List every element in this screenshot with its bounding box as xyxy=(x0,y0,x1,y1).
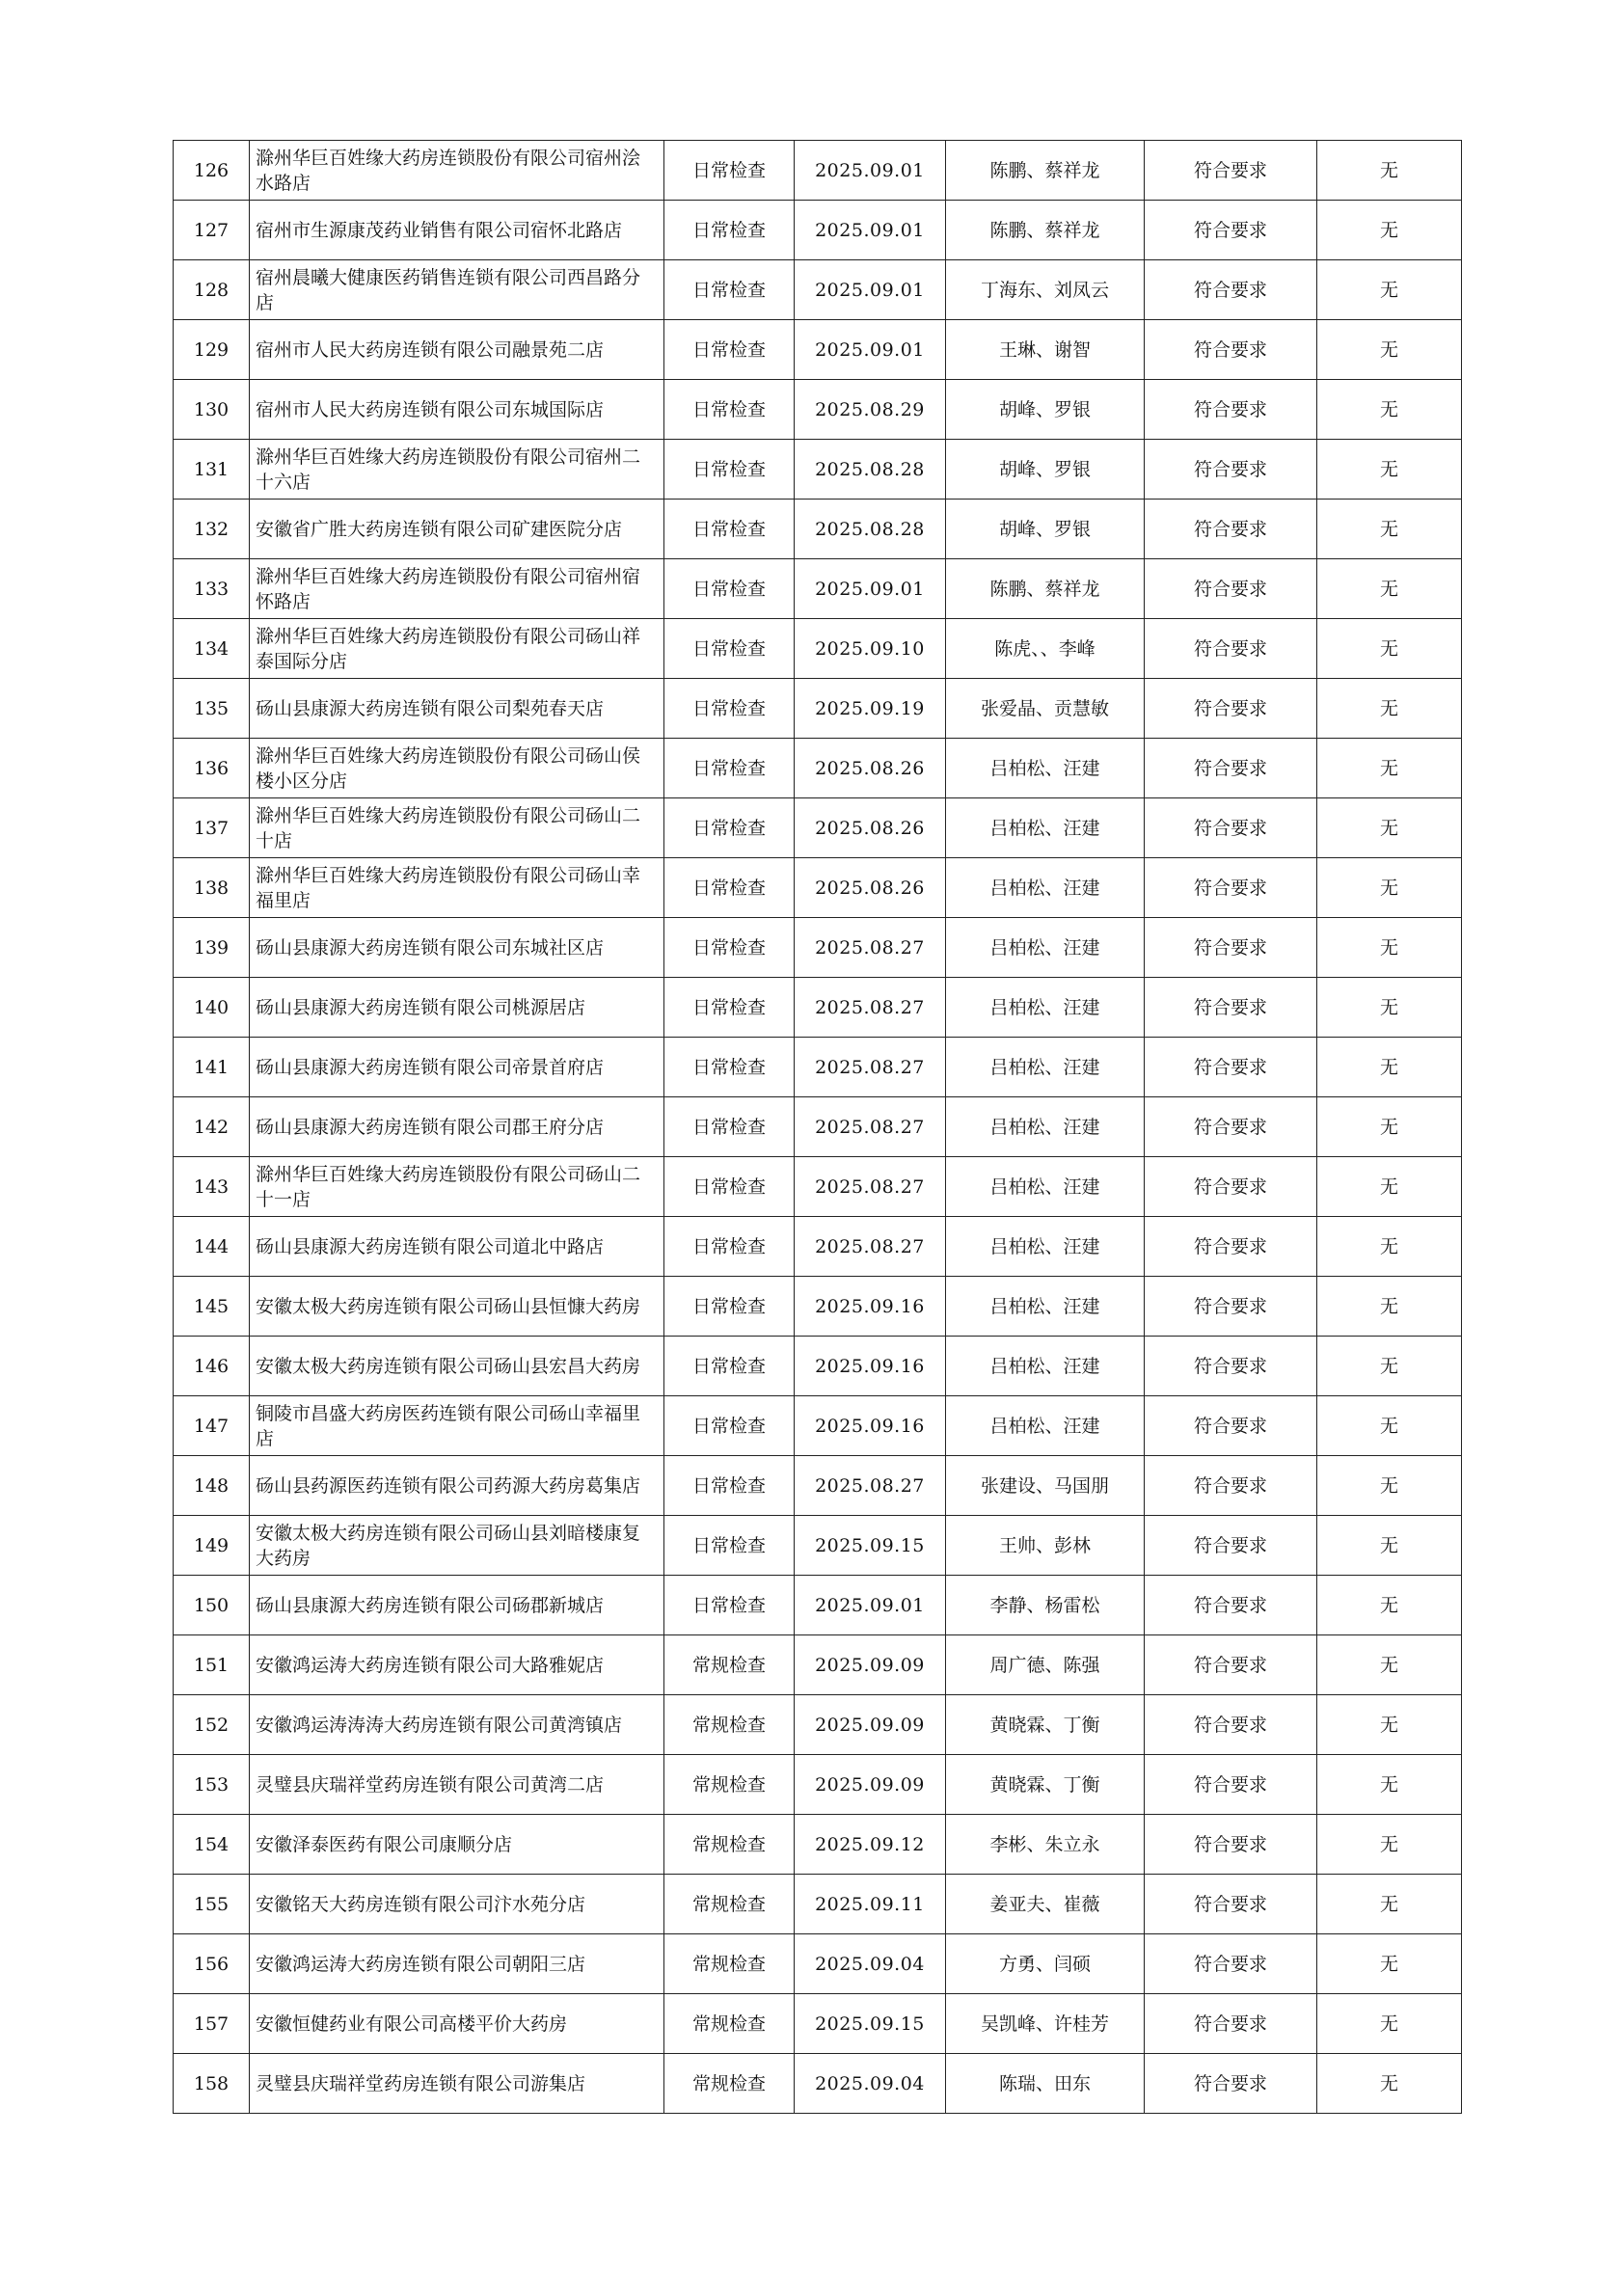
inspection-type-cell: 常规检查 xyxy=(664,1815,795,1875)
row-number-cell: 132 xyxy=(174,500,250,559)
inspection-date-cell: 2025.08.28 xyxy=(795,500,946,559)
result-cell: 符合要求 xyxy=(1145,201,1317,260)
inspection-date-cell: 2025.08.28 xyxy=(795,440,946,500)
table-row xyxy=(174,978,1462,1038)
store-name-cell: 安徽泽泰医药有限公司康顺分店 xyxy=(250,1815,664,1875)
store-name-cell: 砀山县药源医药连锁有限公司药源大药房葛集店 xyxy=(250,1456,664,1516)
inspection-type-cell: 日常检查 xyxy=(664,1277,795,1337)
issues-cell: 无 xyxy=(1317,1337,1462,1396)
store-name-cell: 宿州晨曦大健康医药销售连锁有限公司西昌路分店 xyxy=(250,260,664,320)
inspectors-cell: 陈鹏、蔡祥龙 xyxy=(946,559,1145,619)
store-name-cell: 砀山县康源大药房连锁有限公司帝景首府店 xyxy=(250,1038,664,1097)
store-name-cell: 滁州华巨百姓缘大药房连锁股份有限公司宿州宿怀路店 xyxy=(250,559,664,619)
store-name-cell: 砀山县康源大药房连锁有限公司桃源居店 xyxy=(250,978,664,1038)
result-cell: 符合要求 xyxy=(1145,2054,1317,2114)
inspection-date-cell: 2025.09.04 xyxy=(795,1934,946,1994)
issues-cell: 无 xyxy=(1317,2054,1462,2114)
issues-cell: 无 xyxy=(1317,141,1462,201)
issues-cell: 无 xyxy=(1317,1934,1462,1994)
inspection-date-cell: 2025.08.27 xyxy=(795,1217,946,1277)
store-name-cell: 安徽鸿运涛大药房连锁有限公司朝阳三店 xyxy=(250,1934,664,1994)
issues-cell: 无 xyxy=(1317,679,1462,739)
row-number-cell: 134 xyxy=(174,619,250,679)
table-row xyxy=(174,141,1462,201)
result-cell: 符合要求 xyxy=(1145,380,1317,440)
table-row xyxy=(174,739,1462,798)
inspection-date-cell: 2025.08.27 xyxy=(795,1456,946,1516)
table-row xyxy=(174,500,1462,559)
result-cell: 符合要求 xyxy=(1145,320,1317,380)
store-name-cell: 安徽铭天大药房连锁有限公司汴水苑分店 xyxy=(250,1875,664,1934)
table-row xyxy=(174,380,1462,440)
table-row xyxy=(174,320,1462,380)
inspection-date-cell: 2025.08.27 xyxy=(795,918,946,978)
inspection-date-cell: 2025.09.16 xyxy=(795,1277,946,1337)
inspection-type-cell: 日常检查 xyxy=(664,1456,795,1516)
inspectors-cell: 吕柏松、汪建 xyxy=(946,1157,1145,1217)
result-cell: 符合要求 xyxy=(1145,1516,1317,1576)
store-name-cell: 砀山县康源大药房连锁有限公司郡王府分店 xyxy=(250,1097,664,1157)
inspection-type-cell: 常规检查 xyxy=(664,1635,795,1695)
inspection-date-cell: 2025.08.27 xyxy=(795,978,946,1038)
table-row xyxy=(174,1815,1462,1875)
row-number-cell: 136 xyxy=(174,739,250,798)
table-row xyxy=(174,1217,1462,1277)
issues-cell: 无 xyxy=(1317,559,1462,619)
result-cell: 符合要求 xyxy=(1145,1635,1317,1695)
inspection-date-cell: 2025.08.27 xyxy=(795,1097,946,1157)
inspectors-cell: 陈瑞、田东 xyxy=(946,2054,1145,2114)
inspectors-cell: 吕柏松、汪建 xyxy=(946,858,1145,918)
store-name-cell: 滁州华巨百姓缘大药房连锁股份有限公司砀山幸福里店 xyxy=(250,858,664,918)
row-number-cell: 130 xyxy=(174,380,250,440)
store-name-cell: 滁州华巨百姓缘大药房连锁股份有限公司宿州浍水路店 xyxy=(250,141,664,201)
table-row xyxy=(174,559,1462,619)
issues-cell: 无 xyxy=(1317,978,1462,1038)
result-cell: 符合要求 xyxy=(1145,679,1317,739)
inspection-date-cell: 2025.09.16 xyxy=(795,1337,946,1396)
inspection-date-cell: 2025.09.15 xyxy=(795,1516,946,1576)
row-number-cell: 139 xyxy=(174,918,250,978)
inspectors-cell: 陈鹏、蔡祥龙 xyxy=(946,141,1145,201)
inspection-date-cell: 2025.09.01 xyxy=(795,1576,946,1635)
inspectors-cell: 吕柏松、汪建 xyxy=(946,1337,1145,1396)
result-cell: 符合要求 xyxy=(1145,858,1317,918)
store-name-cell: 宿州市人民大药房连锁有限公司融景苑二店 xyxy=(250,320,664,380)
store-name-cell: 砀山县康源大药房连锁有限公司道北中路店 xyxy=(250,1217,664,1277)
store-name-cell: 滁州华巨百姓缘大药房连锁股份有限公司砀山侯楼小区分店 xyxy=(250,739,664,798)
table-row xyxy=(174,1456,1462,1516)
table-row xyxy=(174,201,1462,260)
issues-cell: 无 xyxy=(1317,1576,1462,1635)
row-number-cell: 157 xyxy=(174,1994,250,2054)
inspection-type-cell: 常规检查 xyxy=(664,2054,795,2114)
result-cell: 符合要求 xyxy=(1145,141,1317,201)
result-cell: 符合要求 xyxy=(1145,1038,1317,1097)
inspectors-cell: 李彬、朱立永 xyxy=(946,1815,1145,1875)
inspection-date-cell: 2025.09.12 xyxy=(795,1815,946,1875)
inspection-type-cell: 常规检查 xyxy=(664,1695,795,1755)
issues-cell: 无 xyxy=(1317,320,1462,380)
result-cell: 符合要求 xyxy=(1145,739,1317,798)
issues-cell: 无 xyxy=(1317,380,1462,440)
inspection-date-cell: 2025.08.27 xyxy=(795,1157,946,1217)
issues-cell: 无 xyxy=(1317,1755,1462,1815)
issues-cell: 无 xyxy=(1317,260,1462,320)
row-number-cell: 127 xyxy=(174,201,250,260)
table-row xyxy=(174,2054,1462,2114)
inspection-date-cell: 2025.08.26 xyxy=(795,739,946,798)
store-name-cell: 铜陵市昌盛大药房医药连锁有限公司砀山幸福里店 xyxy=(250,1396,664,1456)
store-name-cell: 灵璧县庆瑞祥堂药房连锁有限公司黄湾二店 xyxy=(250,1755,664,1815)
inspection-date-cell: 2025.09.09 xyxy=(795,1695,946,1755)
result-cell: 符合要求 xyxy=(1145,1875,1317,1934)
issues-cell: 无 xyxy=(1317,500,1462,559)
table-row xyxy=(174,1934,1462,1994)
table-row xyxy=(174,1097,1462,1157)
inspectors-cell: 王帅、彭林 xyxy=(946,1516,1145,1576)
inspection-type-cell: 日常检查 xyxy=(664,1516,795,1576)
table-row xyxy=(174,619,1462,679)
row-number-cell: 147 xyxy=(174,1396,250,1456)
inspectors-cell: 吕柏松、汪建 xyxy=(946,798,1145,858)
row-number-cell: 158 xyxy=(174,2054,250,2114)
table-row xyxy=(174,1695,1462,1755)
inspection-type-cell: 日常检查 xyxy=(664,619,795,679)
row-number-cell: 143 xyxy=(174,1157,250,1217)
inspection-type-cell: 日常检查 xyxy=(664,440,795,500)
row-number-cell: 138 xyxy=(174,858,250,918)
store-name-cell: 安徽鸿运涛涛涛大药房连锁有限公司黄湾镇店 xyxy=(250,1695,664,1755)
inspectors-cell: 王琳、谢智 xyxy=(946,320,1145,380)
issues-cell: 无 xyxy=(1317,1516,1462,1576)
row-number-cell: 141 xyxy=(174,1038,250,1097)
store-name-cell: 安徽省广胜大药房连锁有限公司矿建医院分店 xyxy=(250,500,664,559)
row-number-cell: 142 xyxy=(174,1097,250,1157)
store-name-cell: 安徽太极大药房连锁有限公司砀山县宏昌大药房 xyxy=(250,1337,664,1396)
inspection-date-cell: 2025.09.01 xyxy=(795,141,946,201)
issues-cell: 无 xyxy=(1317,1097,1462,1157)
row-number-cell: 155 xyxy=(174,1875,250,1934)
inspection-type-cell: 日常检查 xyxy=(664,1576,795,1635)
result-cell: 符合要求 xyxy=(1145,1097,1317,1157)
inspection-type-cell: 日常检查 xyxy=(664,858,795,918)
row-number-cell: 148 xyxy=(174,1456,250,1516)
row-number-cell: 150 xyxy=(174,1576,250,1635)
issues-cell: 无 xyxy=(1317,201,1462,260)
issues-cell: 无 xyxy=(1317,798,1462,858)
store-name-cell: 滁州华巨百姓缘大药房连锁股份有限公司砀山二十一店 xyxy=(250,1157,664,1217)
table-row xyxy=(174,679,1462,739)
result-cell: 符合要求 xyxy=(1145,1815,1317,1875)
row-number-cell: 151 xyxy=(174,1635,250,1695)
inspection-type-cell: 常规检查 xyxy=(664,1994,795,2054)
inspection-type-cell: 日常检查 xyxy=(664,1157,795,1217)
inspection-records-table xyxy=(173,140,1462,2114)
issues-cell: 无 xyxy=(1317,1157,1462,1217)
result-cell: 符合要求 xyxy=(1145,1217,1317,1277)
store-name-cell: 灵璧县庆瑞祥堂药房连锁有限公司游集店 xyxy=(250,2054,664,2114)
result-cell: 符合要求 xyxy=(1145,1157,1317,1217)
row-number-cell: 126 xyxy=(174,141,250,201)
store-name-cell: 砀山县康源大药房连锁有限公司砀郡新城店 xyxy=(250,1576,664,1635)
store-name-cell: 安徽恒健药业有限公司高楼平价大药房 xyxy=(250,1994,664,2054)
inspection-type-cell: 日常检查 xyxy=(664,1337,795,1396)
issues-cell: 无 xyxy=(1317,1875,1462,1934)
result-cell: 符合要求 xyxy=(1145,918,1317,978)
result-cell: 符合要求 xyxy=(1145,1456,1317,1516)
store-name-cell: 安徽太极大药房连锁有限公司砀山县刘暗楼康复大药房 xyxy=(250,1516,664,1576)
inspection-type-cell: 日常检查 xyxy=(664,679,795,739)
table-row xyxy=(174,858,1462,918)
result-cell: 符合要求 xyxy=(1145,440,1317,500)
inspection-date-cell: 2025.09.04 xyxy=(795,2054,946,2114)
table-row xyxy=(174,1516,1462,1576)
issues-cell: 无 xyxy=(1317,1456,1462,1516)
inspectors-cell: 陈虎、、李峰 xyxy=(946,619,1145,679)
inspection-type-cell: 日常检查 xyxy=(664,260,795,320)
issues-cell: 无 xyxy=(1317,858,1462,918)
issues-cell: 无 xyxy=(1317,918,1462,978)
row-number-cell: 135 xyxy=(174,679,250,739)
result-cell: 符合要求 xyxy=(1145,1337,1317,1396)
row-number-cell: 137 xyxy=(174,798,250,858)
inspectors-cell: 吕柏松、汪建 xyxy=(946,1277,1145,1337)
table-row xyxy=(174,440,1462,500)
inspection-type-cell: 日常检查 xyxy=(664,559,795,619)
row-number-cell: 145 xyxy=(174,1277,250,1337)
row-number-cell: 133 xyxy=(174,559,250,619)
table-row xyxy=(174,1337,1462,1396)
issues-cell: 无 xyxy=(1317,1635,1462,1695)
inspection-date-cell: 2025.09.09 xyxy=(795,1755,946,1815)
inspection-date-cell: 2025.09.01 xyxy=(795,201,946,260)
row-number-cell: 154 xyxy=(174,1815,250,1875)
inspection-type-cell: 日常检查 xyxy=(664,141,795,201)
issues-cell: 无 xyxy=(1317,440,1462,500)
table-body xyxy=(174,141,1462,2114)
table-row xyxy=(174,1994,1462,2054)
store-name-cell: 砀山县康源大药房连锁有限公司梨苑春天店 xyxy=(250,679,664,739)
inspection-date-cell: 2025.09.16 xyxy=(795,1396,946,1456)
inspection-type-cell: 日常检查 xyxy=(664,978,795,1038)
inspectors-cell: 丁海东、刘凤云 xyxy=(946,260,1145,320)
store-name-cell: 滁州华巨百姓缘大药房连锁股份有限公司宿州二十六店 xyxy=(250,440,664,500)
inspection-type-cell: 日常检查 xyxy=(664,1217,795,1277)
row-number-cell: 131 xyxy=(174,440,250,500)
table-row xyxy=(174,1157,1462,1217)
table-row xyxy=(174,1875,1462,1934)
result-cell: 符合要求 xyxy=(1145,1576,1317,1635)
inspectors-cell: 吕柏松、汪建 xyxy=(946,739,1145,798)
table-row xyxy=(174,260,1462,320)
result-cell: 符合要求 xyxy=(1145,1277,1317,1337)
inspectors-cell: 吕柏松、汪建 xyxy=(946,1217,1145,1277)
row-number-cell: 152 xyxy=(174,1695,250,1755)
row-number-cell: 128 xyxy=(174,260,250,320)
table-row xyxy=(174,1576,1462,1635)
inspection-type-cell: 日常检查 xyxy=(664,918,795,978)
inspection-date-cell: 2025.09.01 xyxy=(795,320,946,380)
inspectors-cell: 张爱晶、贡慧敏 xyxy=(946,679,1145,739)
inspectors-cell: 陈鹏、蔡祥龙 xyxy=(946,201,1145,260)
table-row xyxy=(174,798,1462,858)
inspection-type-cell: 日常检查 xyxy=(664,1396,795,1456)
inspectors-cell: 吕柏松、汪建 xyxy=(946,1038,1145,1097)
inspectors-cell: 方勇、闫硕 xyxy=(946,1934,1145,1994)
inspection-type-cell: 日常检查 xyxy=(664,320,795,380)
table-row xyxy=(174,1635,1462,1695)
row-number-cell: 140 xyxy=(174,978,250,1038)
issues-cell: 无 xyxy=(1317,1396,1462,1456)
table-row xyxy=(174,918,1462,978)
inspectors-cell: 姜亚夫、崔薇 xyxy=(946,1875,1145,1934)
inspection-type-cell: 日常检查 xyxy=(664,201,795,260)
store-name-cell: 宿州市生源康茂药业销售有限公司宿怀北路店 xyxy=(250,201,664,260)
inspection-date-cell: 2025.09.15 xyxy=(795,1994,946,2054)
table-row xyxy=(174,1277,1462,1337)
inspection-date-cell: 2025.09.19 xyxy=(795,679,946,739)
table-row xyxy=(174,1038,1462,1097)
store-name-cell: 安徽鸿运涛大药房连锁有限公司大路雅妮店 xyxy=(250,1635,664,1695)
inspection-type-cell: 日常检查 xyxy=(664,500,795,559)
result-cell: 符合要求 xyxy=(1145,1934,1317,1994)
inspectors-cell: 张建设、马国朋 xyxy=(946,1456,1145,1516)
result-cell: 符合要求 xyxy=(1145,1396,1317,1456)
result-cell: 符合要求 xyxy=(1145,260,1317,320)
row-number-cell: 144 xyxy=(174,1217,250,1277)
table-row xyxy=(174,1396,1462,1456)
inspection-type-cell: 日常检查 xyxy=(664,798,795,858)
inspectors-cell: 吴凯峰、许桂芳 xyxy=(946,1994,1145,2054)
issues-cell: 无 xyxy=(1317,1815,1462,1875)
result-cell: 符合要求 xyxy=(1145,798,1317,858)
table-row xyxy=(174,1755,1462,1815)
inspection-date-cell: 2025.08.27 xyxy=(795,1038,946,1097)
issues-cell: 无 xyxy=(1317,1277,1462,1337)
inspection-date-cell: 2025.09.10 xyxy=(795,619,946,679)
store-name-cell: 滁州华巨百姓缘大药房连锁股份有限公司砀山二十店 xyxy=(250,798,664,858)
result-cell: 符合要求 xyxy=(1145,559,1317,619)
inspectors-cell: 吕柏松、汪建 xyxy=(946,1396,1145,1456)
issues-cell: 无 xyxy=(1317,619,1462,679)
row-number-cell: 153 xyxy=(174,1755,250,1815)
inspection-date-cell: 2025.08.26 xyxy=(795,798,946,858)
store-name-cell: 安徽太极大药房连锁有限公司砀山县恒慷大药房 xyxy=(250,1277,664,1337)
inspection-type-cell: 常规检查 xyxy=(664,1755,795,1815)
store-name-cell: 砀山县康源大药房连锁有限公司东城社区店 xyxy=(250,918,664,978)
inspectors-cell: 胡峰、罗银 xyxy=(946,440,1145,500)
inspection-type-cell: 日常检查 xyxy=(664,1097,795,1157)
inspection-date-cell: 2025.09.09 xyxy=(795,1635,946,1695)
inspectors-cell: 胡峰、罗银 xyxy=(946,500,1145,559)
store-name-cell: 宿州市人民大药房连锁有限公司东城国际店 xyxy=(250,380,664,440)
store-name-cell: 滁州华巨百姓缘大药房连锁股份有限公司砀山祥泰国际分店 xyxy=(250,619,664,679)
issues-cell: 无 xyxy=(1317,1994,1462,2054)
row-number-cell: 129 xyxy=(174,320,250,380)
row-number-cell: 149 xyxy=(174,1516,250,1576)
inspectors-cell: 周广德、陈强 xyxy=(946,1635,1145,1695)
inspectors-cell: 吕柏松、汪建 xyxy=(946,1097,1145,1157)
inspectors-cell: 李静、杨雷松 xyxy=(946,1576,1145,1635)
issues-cell: 无 xyxy=(1317,1038,1462,1097)
inspection-type-cell: 常规检查 xyxy=(664,1875,795,1934)
inspectors-cell: 黄晓霖、丁衡 xyxy=(946,1755,1145,1815)
inspectors-cell: 吕柏松、汪建 xyxy=(946,978,1145,1038)
inspection-date-cell: 2025.08.29 xyxy=(795,380,946,440)
inspection-date-cell: 2025.08.26 xyxy=(795,858,946,918)
inspectors-cell: 吕柏松、汪建 xyxy=(946,918,1145,978)
result-cell: 符合要求 xyxy=(1145,500,1317,559)
issues-cell: 无 xyxy=(1317,739,1462,798)
inspection-type-cell: 日常检查 xyxy=(664,380,795,440)
issues-cell: 无 xyxy=(1317,1217,1462,1277)
inspection-type-cell: 日常检查 xyxy=(664,739,795,798)
result-cell: 符合要求 xyxy=(1145,619,1317,679)
inspectors-cell: 黄晓霖、丁衡 xyxy=(946,1695,1145,1755)
result-cell: 符合要求 xyxy=(1145,1695,1317,1755)
issues-cell: 无 xyxy=(1317,1695,1462,1755)
inspection-date-cell: 2025.09.01 xyxy=(795,559,946,619)
result-cell: 符合要求 xyxy=(1145,1994,1317,2054)
inspection-date-cell: 2025.09.11 xyxy=(795,1875,946,1934)
inspection-type-cell: 日常检查 xyxy=(664,1038,795,1097)
result-cell: 符合要求 xyxy=(1145,1755,1317,1815)
inspection-type-cell: 常规检查 xyxy=(664,1934,795,1994)
inspection-date-cell: 2025.09.01 xyxy=(795,260,946,320)
row-number-cell: 146 xyxy=(174,1337,250,1396)
inspectors-cell: 胡峰、罗银 xyxy=(946,380,1145,440)
row-number-cell: 156 xyxy=(174,1934,250,1994)
result-cell: 符合要求 xyxy=(1145,978,1317,1038)
